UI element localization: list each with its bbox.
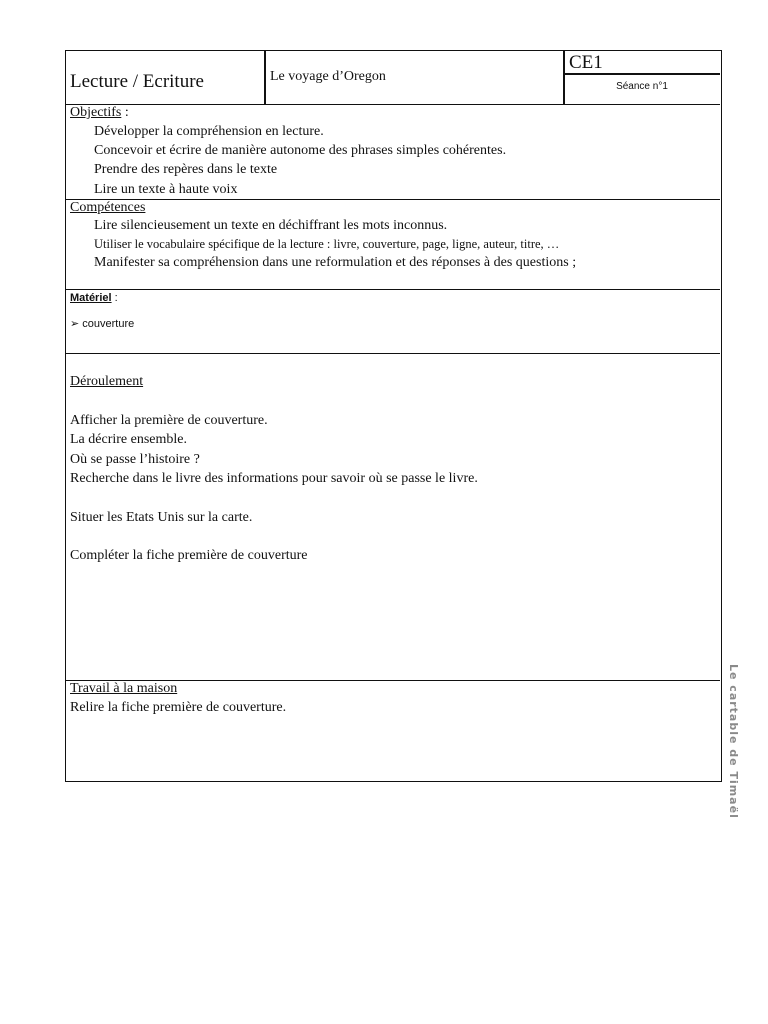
- materials-heading-colon: :: [111, 292, 118, 304]
- objectives-heading: [70, 105, 129, 121]
- skill-item: Manifester sa compréhension dans une reformulation et des réponses à des questions ;: [94, 255, 577, 270]
- procedure-step: Compléter la fiche première de couverture: [70, 548, 308, 563]
- procedure-section: [66, 354, 720, 681]
- divider: [563, 51, 565, 104]
- materials-heading-label: Matériel: [70, 292, 112, 304]
- skill-item: Lire silencieusement un texte en déchiffrant les mots inconnus.: [94, 218, 448, 233]
- skill-item: Utiliser le vocabulaire spécifique de la lecture : livre, couverture, page, ligne, auteur, titre, …: [94, 237, 560, 251]
- homework-heading: Travail à la maison: [70, 681, 178, 696]
- material-item: [70, 317, 134, 330]
- objectives-section: [66, 104, 720, 200]
- divider: [564, 73, 720, 75]
- materials-heading: [70, 292, 118, 304]
- procedure-step: Afficher la première de couverture.: [70, 413, 268, 428]
- objective-item: Lire un texte à haute voix: [94, 182, 238, 197]
- procedure-step: Où se passe l’histoire ?: [70, 452, 200, 467]
- header-row: [66, 51, 720, 105]
- watermark-text: Le cartable de Timaël: [727, 664, 740, 819]
- procedure-step: Recherche dans le livre des informations pour savoir où se passe le livre.: [70, 471, 478, 486]
- material-item-label: couverture: [82, 318, 135, 330]
- skills-section: [66, 200, 720, 290]
- procedure-step: La décrire ensemble.: [70, 432, 187, 447]
- divider: [264, 51, 266, 104]
- objective-item: Développer la compréhension en lecture.: [94, 124, 324, 139]
- homework-item: Relire la fiche première de couverture.: [70, 700, 287, 715]
- bullet-arrow-icon: ➢: [70, 318, 80, 330]
- lesson-title: Le voyage d’Oregon: [270, 69, 386, 84]
- procedure-heading: Déroulement: [70, 374, 144, 389]
- objectives-heading-label: Objectifs: [70, 105, 122, 120]
- lesson-sheet: [65, 50, 722, 782]
- objective-item: Concevoir et écrire de manière autonome des phrases simples cohérentes.: [94, 143, 507, 158]
- skills-heading: Compétences: [70, 200, 146, 215]
- objectives-heading-colon: :: [121, 105, 129, 120]
- watermark: [723, 664, 743, 819]
- subject-title: Lecture / Ecriture: [70, 71, 204, 92]
- homework-section: [66, 681, 720, 781]
- procedure-step: Situer les Etats Unis sur la carte.: [70, 510, 253, 525]
- class-level: CE1: [569, 52, 603, 73]
- materials-section: [66, 290, 720, 354]
- objective-item: Prendre des repères dans le texte: [94, 162, 278, 177]
- session-number: Séance n°1: [616, 81, 668, 92]
